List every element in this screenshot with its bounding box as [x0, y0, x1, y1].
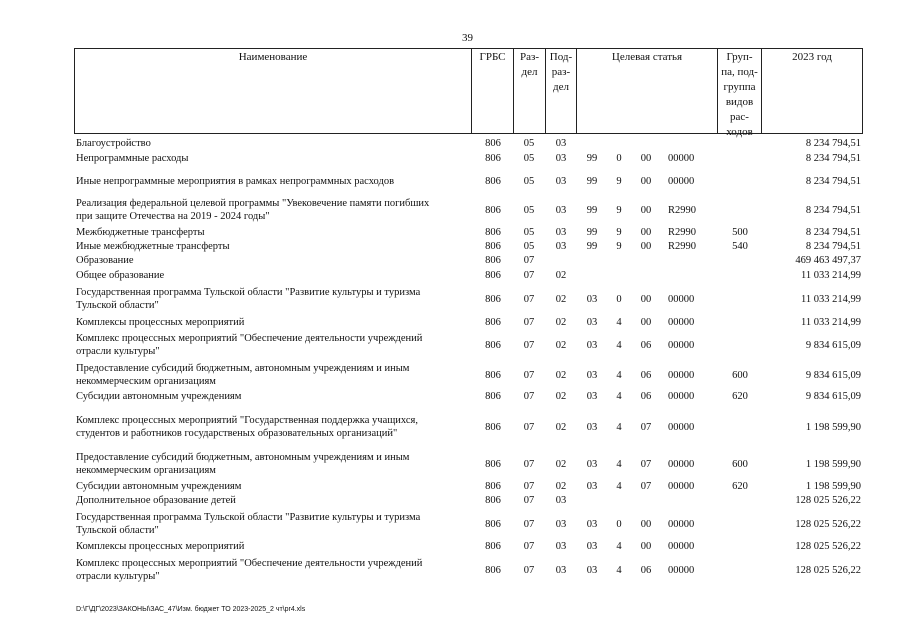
- header-grbs: ГРБС: [479, 51, 506, 63]
- cell-p2: 4: [616, 340, 622, 351]
- cell-razd: 07: [523, 481, 535, 492]
- header-name-cell: [74, 48, 471, 134]
- row-name: [76, 254, 466, 267]
- cell-sum: 128 025 526,22: [795, 519, 861, 530]
- cell-sum: 8 234 794,51: [805, 205, 861, 216]
- cell-razd: 07: [523, 294, 535, 305]
- header-vr-5: рас-: [730, 111, 749, 123]
- cell-grbs: 806: [485, 541, 501, 552]
- cell-podr: 02: [555, 391, 567, 402]
- cell-p2: 0: [616, 294, 622, 305]
- cell-p4: 00000: [668, 565, 695, 576]
- row-name-line: Тульской области": [76, 300, 159, 311]
- cell-razd: 05: [523, 205, 535, 216]
- cell-razd: 05: [523, 176, 535, 187]
- row-name-line: некоммерческим организациям: [76, 376, 216, 387]
- cell-podr: 03: [555, 138, 567, 149]
- cell-sum: 128 025 526,22: [795, 495, 861, 506]
- cell-vr: 600: [732, 459, 748, 470]
- page-number: 39: [462, 32, 473, 44]
- cell-p4: 00000: [668, 481, 695, 492]
- row-name-line: Предоставление субсидий бюджетным, автономным учреждениям и иным: [76, 452, 410, 463]
- cell-p3: 06: [640, 565, 652, 576]
- cell-p4: 00000: [668, 153, 695, 164]
- cell-sum: 8 234 794,51: [805, 153, 861, 164]
- row-name-line: Реализация федеральной целевой программы "Увековечение памяти погибших: [76, 198, 430, 209]
- cell-grbs: 806: [485, 153, 501, 164]
- cell-razd: 07: [523, 317, 535, 328]
- row-name: [76, 451, 466, 477]
- cell-razd: 05: [523, 227, 535, 238]
- row-name-line: Благоустройство: [76, 138, 151, 149]
- cell-p1: 99: [586, 205, 598, 216]
- cell-p1: 03: [586, 565, 598, 576]
- cell-p4: 00000: [668, 459, 695, 470]
- cell-p4: R2990: [668, 227, 697, 238]
- row-name-line: Иные межбюджетные трансферты: [76, 241, 230, 252]
- header-target-cell: [576, 48, 717, 134]
- cell-podr: 03: [555, 541, 567, 552]
- cell-grbs: 806: [485, 205, 501, 216]
- cell-razd: 07: [523, 255, 535, 266]
- row-name-line: Субсидии автономным учреждениям: [76, 391, 242, 402]
- row-name: [76, 240, 466, 253]
- row-name: [76, 316, 466, 329]
- cell-sum: 9 834 615,09: [805, 340, 861, 351]
- cell-sum: 8 234 794,51: [805, 138, 861, 149]
- cell-grbs: 806: [485, 370, 501, 381]
- header-podrazdel-3: дел: [553, 81, 569, 93]
- cell-grbs: 806: [485, 270, 501, 281]
- cell-sum: 8 234 794,51: [805, 227, 861, 238]
- cell-p1: 03: [586, 294, 598, 305]
- row-name: [76, 414, 466, 440]
- cell-p3: 07: [640, 481, 652, 492]
- cell-sum: 8 234 794,51: [805, 241, 861, 252]
- row-name: [76, 286, 466, 312]
- cell-podr: 02: [555, 294, 567, 305]
- row-name-line: отрасли культуры": [76, 346, 160, 357]
- row-name: [76, 137, 466, 150]
- row-name-line: при защите Отечества на 2019 - 2024 годы": [76, 211, 270, 222]
- cell-sum: 9 834 615,09: [805, 370, 861, 381]
- cell-sum: 9 834 615,09: [805, 391, 861, 402]
- row-name: [76, 197, 466, 223]
- cell-p2: 9: [616, 176, 622, 187]
- cell-grbs: 806: [485, 391, 501, 402]
- cell-p3: 06: [640, 340, 652, 351]
- cell-p4: 00000: [668, 541, 695, 552]
- cell-razd: 07: [523, 565, 535, 576]
- header-razdel-2: дел: [521, 66, 538, 78]
- cell-razd: 07: [523, 340, 535, 351]
- cell-podr: 02: [555, 370, 567, 381]
- cell-grbs: 806: [485, 317, 501, 328]
- cell-p3: 00: [640, 227, 652, 238]
- cell-p1: 99: [586, 176, 598, 187]
- row-name-line: Комплекс процессных мероприятий "Государственная поддержка учащихся,: [76, 415, 418, 426]
- cell-podr: 02: [555, 317, 567, 328]
- header-podrazdel-1: Под-: [549, 51, 573, 63]
- cell-sum: 11 033 214,99: [801, 317, 861, 328]
- cell-grbs: 806: [485, 459, 501, 470]
- cell-p4: R2990: [668, 205, 697, 216]
- header-year-cell: [761, 48, 863, 134]
- row-name-line: Межбюджетные трансферты: [76, 227, 205, 238]
- row-name-line: Предоставление субсидий бюджетным, автономным учреждениям и иным: [76, 363, 410, 374]
- row-name: [76, 226, 466, 239]
- cell-p3: 07: [640, 459, 652, 470]
- cell-razd: 07: [523, 519, 535, 530]
- cell-p4: 00000: [668, 340, 695, 351]
- cell-p4: R2990: [668, 241, 697, 252]
- cell-sum: 1 198 599,90: [805, 459, 861, 470]
- cell-razd: 05: [523, 153, 535, 164]
- cell-p1: 03: [586, 459, 598, 470]
- cell-grbs: 806: [485, 241, 501, 252]
- cell-vr: 620: [732, 481, 748, 492]
- header-razdel-1: Раз-: [519, 51, 539, 63]
- cell-p1: 03: [586, 481, 598, 492]
- header-year: 2023 год: [792, 51, 832, 63]
- cell-p1: 03: [586, 370, 598, 381]
- cell-p4: 00000: [668, 294, 695, 305]
- cell-sum: 128 025 526,22: [795, 541, 861, 552]
- cell-p2: 9: [616, 241, 622, 252]
- cell-p4: 00000: [668, 422, 695, 433]
- cell-razd: 07: [523, 270, 535, 281]
- cell-grbs: 806: [485, 138, 501, 149]
- cell-podr: 03: [555, 205, 567, 216]
- header-vr-4: видов: [725, 96, 754, 108]
- cell-p2: 4: [616, 481, 622, 492]
- header-podrazdel-2: раз-: [551, 66, 571, 78]
- row-name-line: Образование: [76, 255, 134, 266]
- cell-p2: 9: [616, 205, 622, 216]
- cell-p2: 4: [616, 391, 622, 402]
- cell-p4: 00000: [668, 370, 695, 381]
- row-name: [76, 362, 466, 388]
- cell-grbs: 806: [485, 227, 501, 238]
- cell-sum: 1 198 599,90: [805, 422, 861, 433]
- cell-p4: 00000: [668, 519, 695, 530]
- cell-p2: 0: [616, 153, 622, 164]
- cell-sum: 1 198 599,90: [805, 481, 861, 492]
- cell-p3: 07: [640, 422, 652, 433]
- cell-p3: 00: [640, 317, 652, 328]
- cell-podr: 03: [555, 227, 567, 238]
- cell-sum: 8 234 794,51: [805, 176, 861, 187]
- row-name: [76, 390, 466, 403]
- cell-grbs: 806: [485, 495, 501, 506]
- row-name-line: Тульской области": [76, 525, 159, 536]
- cell-p3: 06: [640, 370, 652, 381]
- cell-razd: 05: [523, 138, 535, 149]
- row-name-line: некоммерческим организациям: [76, 465, 216, 476]
- header-podrazdel-cell: [545, 48, 576, 134]
- cell-podr: 03: [555, 241, 567, 252]
- cell-podr: 03: [555, 176, 567, 187]
- cell-p1: 03: [586, 519, 598, 530]
- cell-p2: 4: [616, 370, 622, 381]
- cell-p3: 00: [640, 541, 652, 552]
- cell-podr: 02: [555, 340, 567, 351]
- cell-sum: 469 463 497,37: [795, 255, 861, 266]
- cell-grbs: 806: [485, 294, 501, 305]
- cell-p1: 03: [586, 391, 598, 402]
- cell-grbs: 806: [485, 481, 501, 492]
- cell-p1: 03: [586, 422, 598, 433]
- cell-p2: 4: [616, 541, 622, 552]
- header-target: Целевая статья: [611, 51, 683, 63]
- header-grbs-cell: [471, 48, 513, 134]
- row-name-line: Комплексы процессных мероприятий: [76, 317, 245, 328]
- row-name: [76, 332, 466, 358]
- cell-vr: 600: [732, 370, 748, 381]
- row-name-line: отрасли культуры": [76, 571, 160, 582]
- cell-p1: 99: [586, 227, 598, 238]
- row-name-line: Общее образование: [76, 270, 165, 281]
- cell-p1: 99: [586, 241, 598, 252]
- row-name: [76, 494, 466, 507]
- row-name: [76, 480, 466, 493]
- row-name-line: Дополнительное образование детей: [76, 495, 236, 506]
- cell-p1: 03: [586, 317, 598, 328]
- header-vr-3: группа: [723, 81, 756, 93]
- cell-p2: 4: [616, 422, 622, 433]
- cell-p3: 00: [640, 241, 652, 252]
- cell-p3: 00: [640, 519, 652, 530]
- cell-p2: 4: [616, 459, 622, 470]
- cell-vr: 500: [732, 227, 748, 238]
- cell-razd: 07: [523, 459, 535, 470]
- cell-p1: 03: [586, 340, 598, 351]
- row-name: [76, 269, 466, 282]
- cell-razd: 07: [523, 391, 535, 402]
- cell-p3: 00: [640, 205, 652, 216]
- cell-p1: 03: [586, 541, 598, 552]
- cell-podr: 03: [555, 565, 567, 576]
- row-name-line: Иные непрограммные мероприятия в рамках непрограммных расходов: [76, 176, 395, 187]
- header-vr-cell: [717, 48, 761, 138]
- cell-p4: 00000: [668, 391, 695, 402]
- cell-sum: 128 025 526,22: [795, 565, 861, 576]
- cell-p2: 9: [616, 227, 622, 238]
- cell-razd: 07: [523, 422, 535, 433]
- header-name: Наименование: [238, 51, 308, 63]
- row-name: [76, 152, 466, 165]
- cell-p1: 99: [586, 153, 598, 164]
- row-name-line: Комплексы процессных мероприятий: [76, 541, 245, 552]
- cell-p3: 00: [640, 294, 652, 305]
- row-name-line: Комплекс процессных мероприятий "Обеспечение деятельности учреждений: [76, 333, 423, 344]
- cell-razd: 07: [523, 370, 535, 381]
- cell-podr: 02: [555, 481, 567, 492]
- cell-p3: 00: [640, 176, 652, 187]
- cell-razd: 05: [523, 241, 535, 252]
- cell-p3: 00: [640, 153, 652, 164]
- cell-grbs: 806: [485, 255, 501, 266]
- row-name: [76, 540, 466, 553]
- cell-grbs: 806: [485, 565, 501, 576]
- file-path-footer: D:\Г\ДГ\2023\ЗАКОНЫ\ЗАС_47\Изм. бюджет ТО 2023-2025_2 чт\pr4.xls: [76, 606, 306, 613]
- cell-p2: 0: [616, 519, 622, 530]
- row-name: [76, 557, 466, 583]
- cell-podr: 03: [555, 153, 567, 164]
- row-name-line: Государственная программа Тульской области "Развитие культуры и туризма: [76, 287, 421, 298]
- header-vr-6: ходов: [726, 126, 753, 138]
- cell-grbs: 806: [485, 422, 501, 433]
- cell-podr: 03: [555, 519, 567, 530]
- cell-vr: 540: [732, 241, 748, 252]
- header-vr-2: па, под-: [721, 66, 758, 78]
- cell-vr: 620: [732, 391, 748, 402]
- cell-p4: 00000: [668, 176, 695, 187]
- row-name-line: Комплекс процессных мероприятий "Обеспечение деятельности учреждений: [76, 558, 423, 569]
- cell-razd: 07: [523, 541, 535, 552]
- row-name-line: Государственная программа Тульской области "Развитие культуры и туризма: [76, 512, 421, 523]
- cell-podr: 02: [555, 270, 567, 281]
- cell-grbs: 806: [485, 519, 501, 530]
- row-name: [76, 511, 466, 537]
- row-name-line: Непрограммные расходы: [76, 153, 189, 164]
- row-name-line: Субсидии автономным учреждениям: [76, 481, 242, 492]
- cell-grbs: 806: [485, 340, 501, 351]
- cell-p3: 06: [640, 391, 652, 402]
- row-name-line: студентов и работников государственых образовательных организаций": [76, 428, 398, 439]
- cell-grbs: 806: [485, 176, 501, 187]
- header-razdel-cell: [513, 48, 545, 134]
- header-vr-1: Груп-: [726, 51, 753, 63]
- row-name: [76, 175, 466, 188]
- cell-p2: 4: [616, 317, 622, 328]
- cell-podr: 02: [555, 459, 567, 470]
- cell-sum: 11 033 214,99: [801, 294, 861, 305]
- cell-p4: 00000: [668, 317, 695, 328]
- cell-podr: 02: [555, 422, 567, 433]
- cell-sum: 11 033 214,99: [801, 270, 861, 281]
- cell-razd: 07: [523, 495, 535, 506]
- cell-p2: 4: [616, 565, 622, 576]
- cell-podr: 03: [555, 495, 567, 506]
